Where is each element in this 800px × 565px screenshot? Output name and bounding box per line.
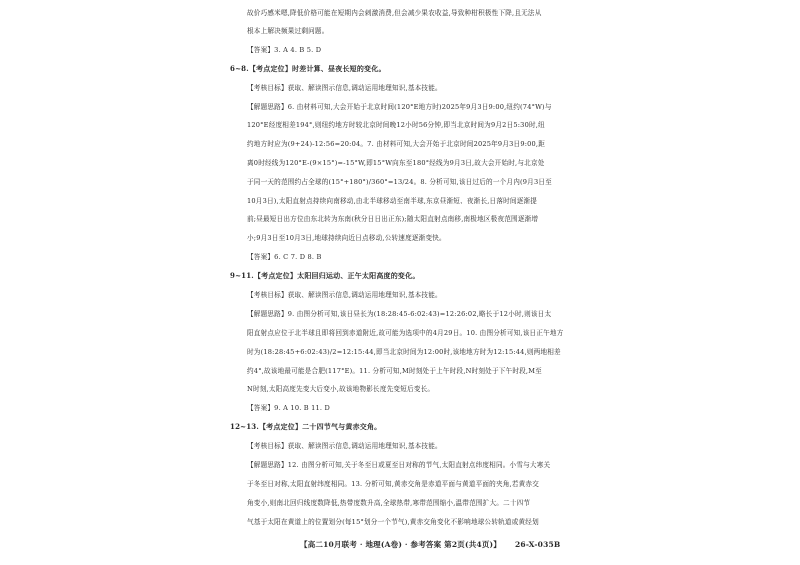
text-line: 离0时经线为120°E-(9×15°)=-15°W,即15°W向东至180°经线为9月3日,故大会开始时,与北京处 (247, 159, 545, 167)
text-line: 120°E经度相差194°,则纽约地方时较北京时间晚12小时56分钟,即当北京时间为9月2日5:30时,纽 (247, 121, 545, 129)
text-line: 根本上解决频果过剩问题。 (247, 27, 329, 35)
text-line: 故价巧感米嗯,降低价格可能在短期内会刺激消费,但会减少果农收益,导致种柑积极性下降,且无法从 (247, 9, 542, 17)
text-line: 气基于太阳在黄道上的位置划分(每15°划分一个节气),黄赤交角变化不影响地球公转轨道或黄经划 (247, 518, 539, 526)
text-line: 【考核目标】获取、解读图示信息,调动运用地理知识,基本技能。 (247, 84, 442, 92)
text-line: 时为(18:28:45+6:02:43)/2=12:15:44,即当北京时间为12:00时,该地地方时为12:15:44,则两地相差 (247, 348, 561, 356)
answer-line: 【答案】9. A 10. B 11. D (247, 404, 331, 412)
section-heading: 9~11.【考点定位】太阳回归运动、正午太阳高度的变化。 (230, 271, 420, 280)
text-line: N时刻,太阳高度先变大后变小,故该地物影长度先变短后变长。 (247, 385, 435, 393)
text-line: 约地方时应为(9+24)-12:56=20:04。7. 由材料可知,大会开始于北京时间2025年9月3日9:00,距 (247, 140, 546, 148)
text-line: 约4°,故该地最可能是合肥(117°E)。11. 分析可知,M时刻处于上午时段,N时刻处于下午时段,M至 (247, 367, 542, 375)
text-line: 于同一天的范围约占全球的(15°+180°)/360°=13/24。8. 分析可知,该日过后的一个月内(9月3日至 (247, 178, 552, 186)
section-heading: 6~8.【考点定位】时差计算、昼夜长短的变化。 (230, 64, 386, 73)
text-line: 【解题思路】6. 由材料可知,大会开始于北京时间(120°E地方时)2025年9月3日9:00,纽约(74°W)与 (247, 103, 552, 111)
text-line: 小;9月3日至10月3日,地球持续向近日点移动,公转速度逐渐变快。 (247, 234, 446, 242)
page-footer-code: 26-X-035B (515, 540, 561, 549)
answer-line: 【答案】6. C 7. D 8. B (247, 253, 322, 261)
page-footer-title: 【高二10月联考 · 地理(A卷) · 参考答案 第2页(共4页)】 (300, 540, 501, 549)
answer-line: 【答案】3. A 4. B 5. D (247, 46, 322, 54)
text-line: 【考核目标】获取、解读图示信息,调动运用地理知识,基本技能。 (247, 442, 442, 450)
text-line: 10月3日),太阳直射点持续向南移动,由北半球移动至南半球,东京昼渐短、夜渐长,日落时间逐渐提 (247, 197, 538, 205)
text-line: 前;昼最短日出方位由东北转为东南(秋分日日出正东);随太阳直射点南移,南极地区极夜范围逐渐增 (247, 215, 539, 223)
text-line: 于冬至日对称,太阳直射纬度相同。13. 分析可知,黄赤交角是赤道平面与黄道平面的夹角,若黄赤交 (247, 480, 540, 488)
text-line: 角变小,则南北回归线度数降低,热带度数升高,全球热带,寒带范围缩小,温带范围扩大。二十四节 (247, 499, 531, 507)
section-heading: 12~13.【考点定位】二十四节气与黄赤交角。 (230, 422, 382, 431)
text-line: 【解题思路】9. 由图分析可知,该日昼长为(18:28:45-6:02:43)=12:26:02,略长于12小时,则该日太 (247, 310, 552, 318)
text-line: 阳直射点应位于北半球且即将回到赤道附近,故可能为选项中的4月29日。10. 由图分析可知,该日正午地方 (247, 329, 564, 337)
text-line: 【解题思路】12. 由图分析可知,关于冬至日或夏至日对称的节气,太阳直射点纬度相同。小雪与大寒关 (247, 461, 551, 469)
text-line: 【考核目标】获取、解读图示信息,调动运用地理知识,基本技能。 (247, 291, 442, 299)
